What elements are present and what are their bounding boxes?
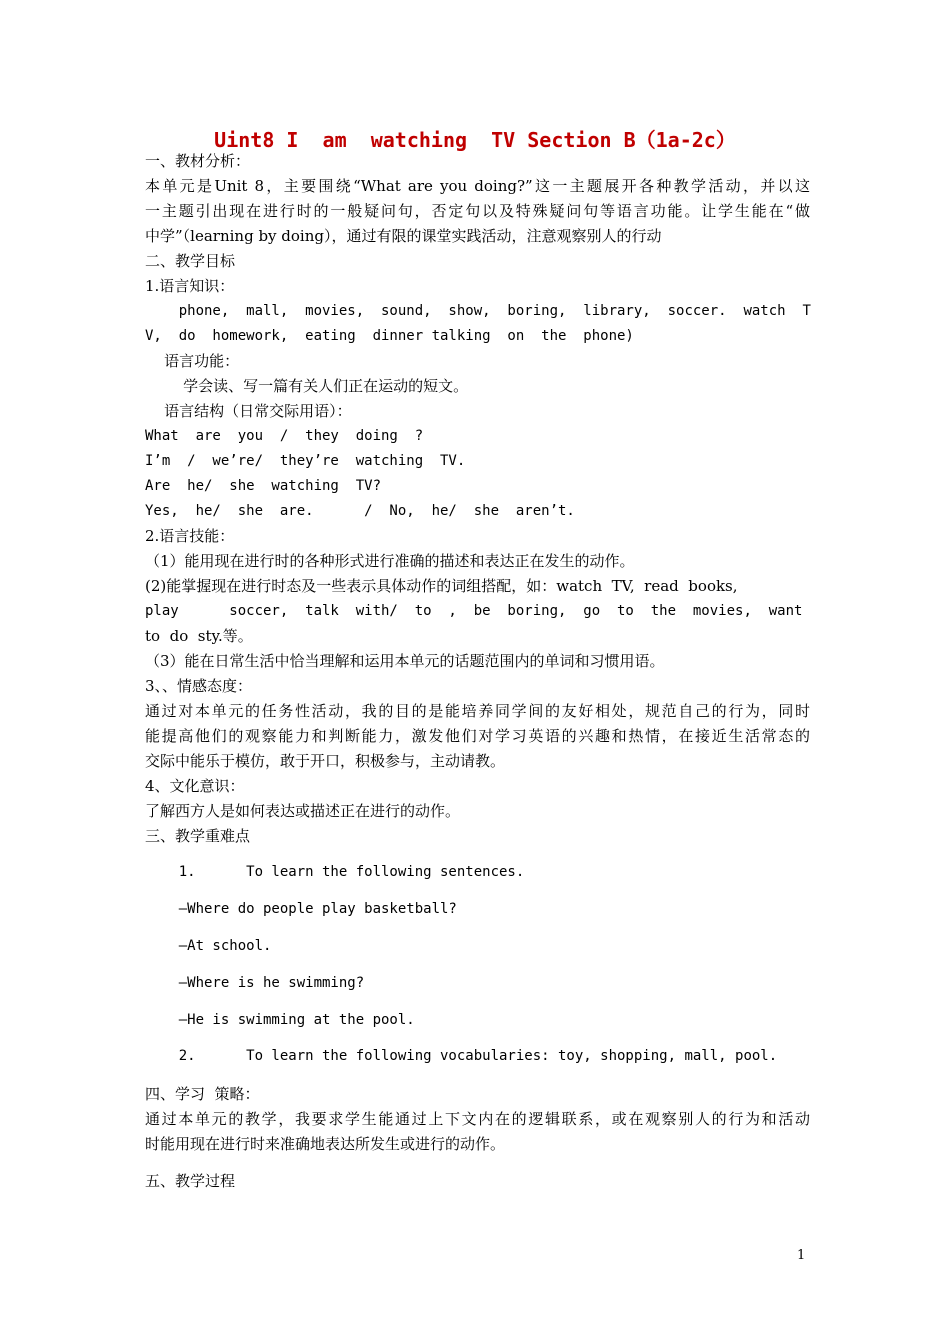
function-description: 学会读、写一篇有关人们正在运动的短文。 <box>145 377 469 395</box>
key-point-sentence: —At school. <box>145 938 272 954</box>
heading-cultural-awareness: 4、文化意识： <box>145 777 245 795</box>
key-point-sentence: —Where do people play basketball? <box>145 901 457 917</box>
skill-item-continued: play soccer, talk with/ to , be boring, go to the movies, want <box>145 603 803 619</box>
heading-language-function: 语言功能： <box>145 352 240 370</box>
paragraph-line: 时能用现在进行时来准确地表达所发生或进行的动作。 <box>145 1135 506 1153</box>
vocabulary-line: V, do homework, eating dinner talking on the phone) <box>145 328 634 344</box>
key-point-sentence: —He is swimming at the pool. <box>145 1012 415 1028</box>
vocabulary-line: phone, mall, movies, sound, show, boring, library, soccer. watch T <box>145 303 811 319</box>
heading-language-skills: 2.语言技能： <box>145 527 235 545</box>
skill-item: （1）能用现在进行时的各种形式进行准确的描述和表达正在发生的动作。 <box>145 552 635 570</box>
heading-emotional-attitude: 3、、情感态度： <box>145 677 253 695</box>
paragraph-line: 了解西方人是如何表达或描述正在进行的动作。 <box>145 802 461 820</box>
heading-language-knowledge: 1.语言知识： <box>145 277 235 295</box>
heading-learning-strategy: 四、学习 策略： <box>145 1085 260 1103</box>
document-title: Uint8 I am watching TV Section B（1a-2c） <box>214 128 736 152</box>
key-point-item: 2. To learn the following vocabularies: toy, shopping, mall, pool. <box>145 1048 778 1064</box>
heading-teaching-goals: 二、教学目标 <box>145 252 236 270</box>
skill-item-continued: to do sty.等。 <box>145 627 253 645</box>
paragraph-line: 中学”（learning by doing），通过有限的课堂实践活动，注意观察别人的行动 <box>145 227 662 245</box>
page-number: 1 <box>797 1248 806 1263</box>
key-point-sentence: —Where is he swimming? <box>145 975 365 991</box>
heading-language-structure: 语言结构（日常交际用语）： <box>145 402 352 420</box>
structure-line: What are you / they doing ? <box>145 428 424 444</box>
paragraph-line: 能提高他们的观察能力和判断能力，激发他们对学习英语的兴趣和热情，在接近生活常态的 <box>145 727 810 745</box>
structure-line: Yes, he/ she are. / No, he/ she aren’t. <box>145 503 575 519</box>
skill-item: (2)能掌握现在进行时态及一些表示具体动作的词组搭配，如：watch TV, read books, <box>145 577 738 595</box>
structure-line: Are he/ she watching TV? <box>145 478 382 494</box>
heading-key-difficulties: 三、教学重难点 <box>145 827 251 845</box>
structure-line: I’m / we’re/ they’re watching TV. <box>145 453 466 469</box>
key-point-item: 1. To learn the following sentences. <box>145 864 525 880</box>
paragraph-line: 一主题引出现在进行时的一般疑问句，否定句以及特殊疑问句等语言功能。让学生能在“做 <box>145 202 810 220</box>
skill-item: （3）能在日常生活中恰当理解和运用本单元的话题范围内的单词和习惯用语。 <box>145 652 665 670</box>
paragraph-line: 本单元是Unit 8，主要围绕“What are you doing?”这一主题展开各种教学活动，并以这 <box>145 177 810 195</box>
paragraph-line: 交际中能乐于模仿，敢于开口，积极参与，主动请教。 <box>145 752 506 770</box>
paragraph-line: 通过本单元的教学，我要求学生能通过上下文内在的逻辑联系，或在观察别人的行为和活动 <box>145 1110 810 1128</box>
heading-teaching-process: 五、教学过程 <box>145 1172 236 1190</box>
paragraph-line: 通过对本单元的任务性活动，我的目的是能培养同学间的友好相处，规范自己的行为，同时 <box>145 702 810 720</box>
heading-textbook-analysis: 一、教材分析： <box>145 152 251 170</box>
